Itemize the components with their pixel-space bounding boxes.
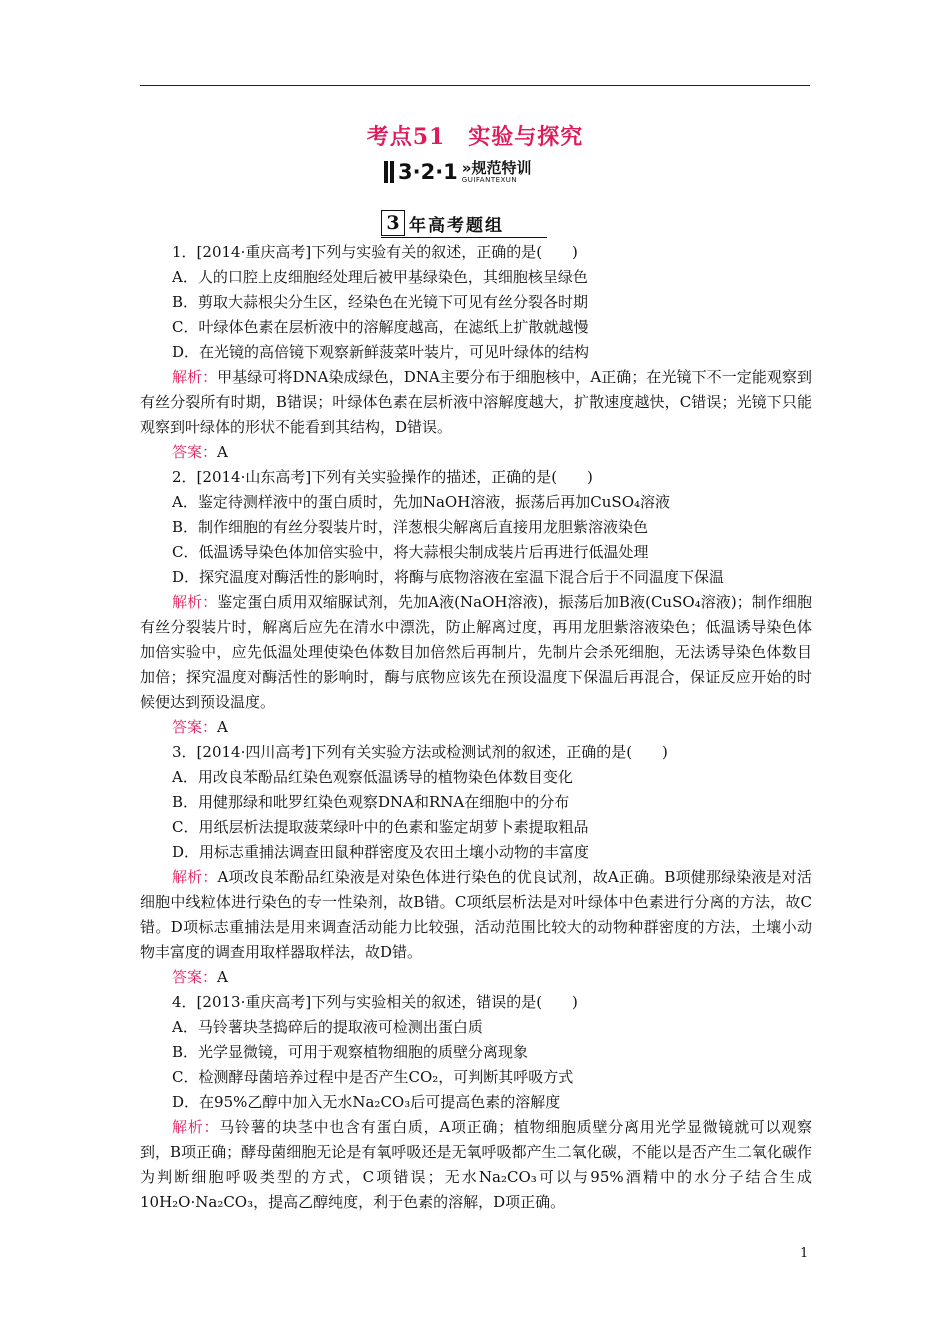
- analysis-text: 鉴定蛋白质用双缩脲试剂，先加A液(NaOH溶液)，振荡后加B液(CuSO₄溶液)；制作细胞有丝分裂装片时，解离后应先在清水中漂洗，防止解离过度，再用龙胆紫溶液染色；低温诱导染色体加倍实验中，应先低温处理使染色体数目加倍然后再制片，先制片会杀死细胞，无法诱导染色体数目加倍；探究温度对酶活性的影响时，酶与底物应该先在预设温度下保温后再混合，保证反应开始的时候便达到预设温度。: [140, 593, 812, 711]
- section-heading: [381, 210, 504, 236]
- question-option: C．低温诱导染色体加倍实验中，将大蒜根尖制成装片后再进行低温处理: [172, 543, 649, 561]
- analysis-paragraph: [140, 1115, 812, 1215]
- series-logo: [384, 157, 532, 187]
- logo-english: GUIFANTEXUN: [461, 175, 518, 184]
- page-title: 考点51 实验与探究: [366, 124, 584, 150]
- question-block: [140, 240, 812, 465]
- answer-line: [140, 440, 812, 465]
- section-title: 年高考题组: [409, 215, 504, 236]
- question-option: D．探究温度对酶活性的影响时，将酶与底物溶液在室温下混合后于不同温度下保温: [172, 568, 725, 586]
- analysis-label: 解析：: [172, 868, 218, 886]
- answer-value: A: [217, 443, 228, 461]
- question-option: A．马铃薯块茎捣碎后的提取液可检测出蛋白质: [172, 1018, 483, 1036]
- analysis-paragraph: [140, 865, 812, 965]
- analysis-label: 解析：: [172, 1118, 220, 1136]
- question-option: B．制作细胞的有丝分裂装片时，洋葱根尖解离后直接用龙胆紫溶液染色: [172, 518, 649, 536]
- question-stem: 3．[2014·四川高考]下列有关实验方法或检测试剂的叙述，正确的是( ): [172, 743, 668, 761]
- header-rule: [140, 85, 810, 86]
- question-option: D．在95%乙醇中加入无水Na₂CO₃后可提高色素的溶解度: [172, 1093, 561, 1111]
- question-block: [140, 990, 812, 1215]
- question-option: C．用纸层析法提取菠菜绿叶中的色素和鉴定胡萝卜素提取粗品: [172, 818, 589, 836]
- question-stem: 4．[2013·重庆高考]下列与实验相关的叙述，错误的是( ): [172, 993, 578, 1011]
- page-number: 1: [800, 1246, 809, 1261]
- answer-value: A: [217, 718, 228, 736]
- question-option: D．在光镜的高倍镜下观察新鲜菠菜叶装片，可见叶绿体的结构: [172, 343, 590, 361]
- question-block: [140, 740, 812, 990]
- analysis-paragraph: [140, 590, 812, 715]
- analysis-paragraph: [140, 365, 812, 440]
- question-option: B．光学显微镜，可用于观察植物细胞的质壁分离现象: [172, 1043, 529, 1061]
- question-block: [140, 465, 812, 740]
- answer-label: 答案：: [172, 718, 218, 736]
- logo-numbers: 3·2·1: [398, 160, 458, 184]
- answer-line: [140, 715, 812, 740]
- question-option: A．用改良苯酚品红染色观察低温诱导的植物染色体数目变化: [172, 768, 573, 786]
- answer-line: [140, 965, 812, 990]
- analysis-label: 解析：: [172, 368, 218, 386]
- question-option: B．用健那绿和吡罗红染色观察DNA和RNA在细胞中的分布: [172, 793, 570, 811]
- question-stem: 1．[2014·重庆高考]下列与实验有关的叙述，正确的是( ): [172, 243, 578, 261]
- question-option: D．用标志重捕法调查田鼠种群密度及农田土壤小动物的丰富度: [172, 843, 590, 861]
- analysis-text: 马铃薯的块茎中也含有蛋白质，A项正确；植物细胞质壁分离用光学显微镜就可以观察到，B项正确；酵母菌细胞无论是有氧呼吸还是无氧呼吸都产生二氧化碳，不能以是否产生二氧化碳作为判断细胞呼吸类型的方式，C项错误；无水Na₂CO₃可以与95%酒精中的水分子结合生成10H₂O·Na₂CO₃，提高乙醇纯度，利于色素的溶解，D项正确。: [140, 1118, 812, 1211]
- answer-label: 答案：: [172, 968, 218, 986]
- section-underline: [381, 237, 547, 238]
- analysis-text: 甲基绿可将DNA染成绿色，DNA主要分布于细胞核中，A正确；在光镜下不一定能观察到有丝分裂所有时期，B错误；叶绿体色素在层析液中溶解度越大，扩散速度越快，C错误；光镜下只能观察到叶绿体的形状不能看到其结构，D错误。: [140, 368, 812, 436]
- question-option: A．鉴定待测样液中的蛋白质时，先加NaOH溶液，振荡后再加CuSO₄溶液: [172, 493, 671, 511]
- question-stem: 2．[2014·山东高考]下列有关实验操作的描述，正确的是( ): [172, 468, 593, 486]
- logo-bars-icon: [384, 161, 396, 183]
- question-list: [140, 240, 812, 1215]
- question-option: B．剪取大蒜根尖分生区，经染色在光镜下可见有丝分裂各时期: [172, 293, 589, 311]
- logo-text: [461, 158, 532, 184]
- analysis-text: A项改良苯酚品红染液是对染色体进行染色的优良试剂，故A正确。B项健那绿染液是对活细胞中线粒体进行染色的专一性染剂，故B错。C项纸层析法是对叶绿体中色素进行分离的方法，故C错。D项标志重捕法是用来调查活动能力比较强，活动范围比较大的动物种群密度的方法，土壤小动物丰富度的调查用取样器取样法，故D错。: [140, 868, 812, 961]
- question-option: C．叶绿体色素在层析液中的溶解度越高，在滤纸上扩散就越慢: [172, 318, 589, 336]
- question-option: A．人的口腔上皮细胞经处理后被甲基绿染色，其细胞核呈绿色: [172, 268, 588, 286]
- logo-chinese: »规范特训: [461, 158, 532, 177]
- answer-value: A: [217, 968, 228, 986]
- question-option: C．检测酵母菌培养过程中是否产生CO₂，可判断其呼吸方式: [172, 1068, 574, 1086]
- analysis-label: 解析：: [172, 593, 218, 611]
- answer-label: 答案：: [172, 443, 218, 461]
- section-number: 3: [381, 210, 405, 236]
